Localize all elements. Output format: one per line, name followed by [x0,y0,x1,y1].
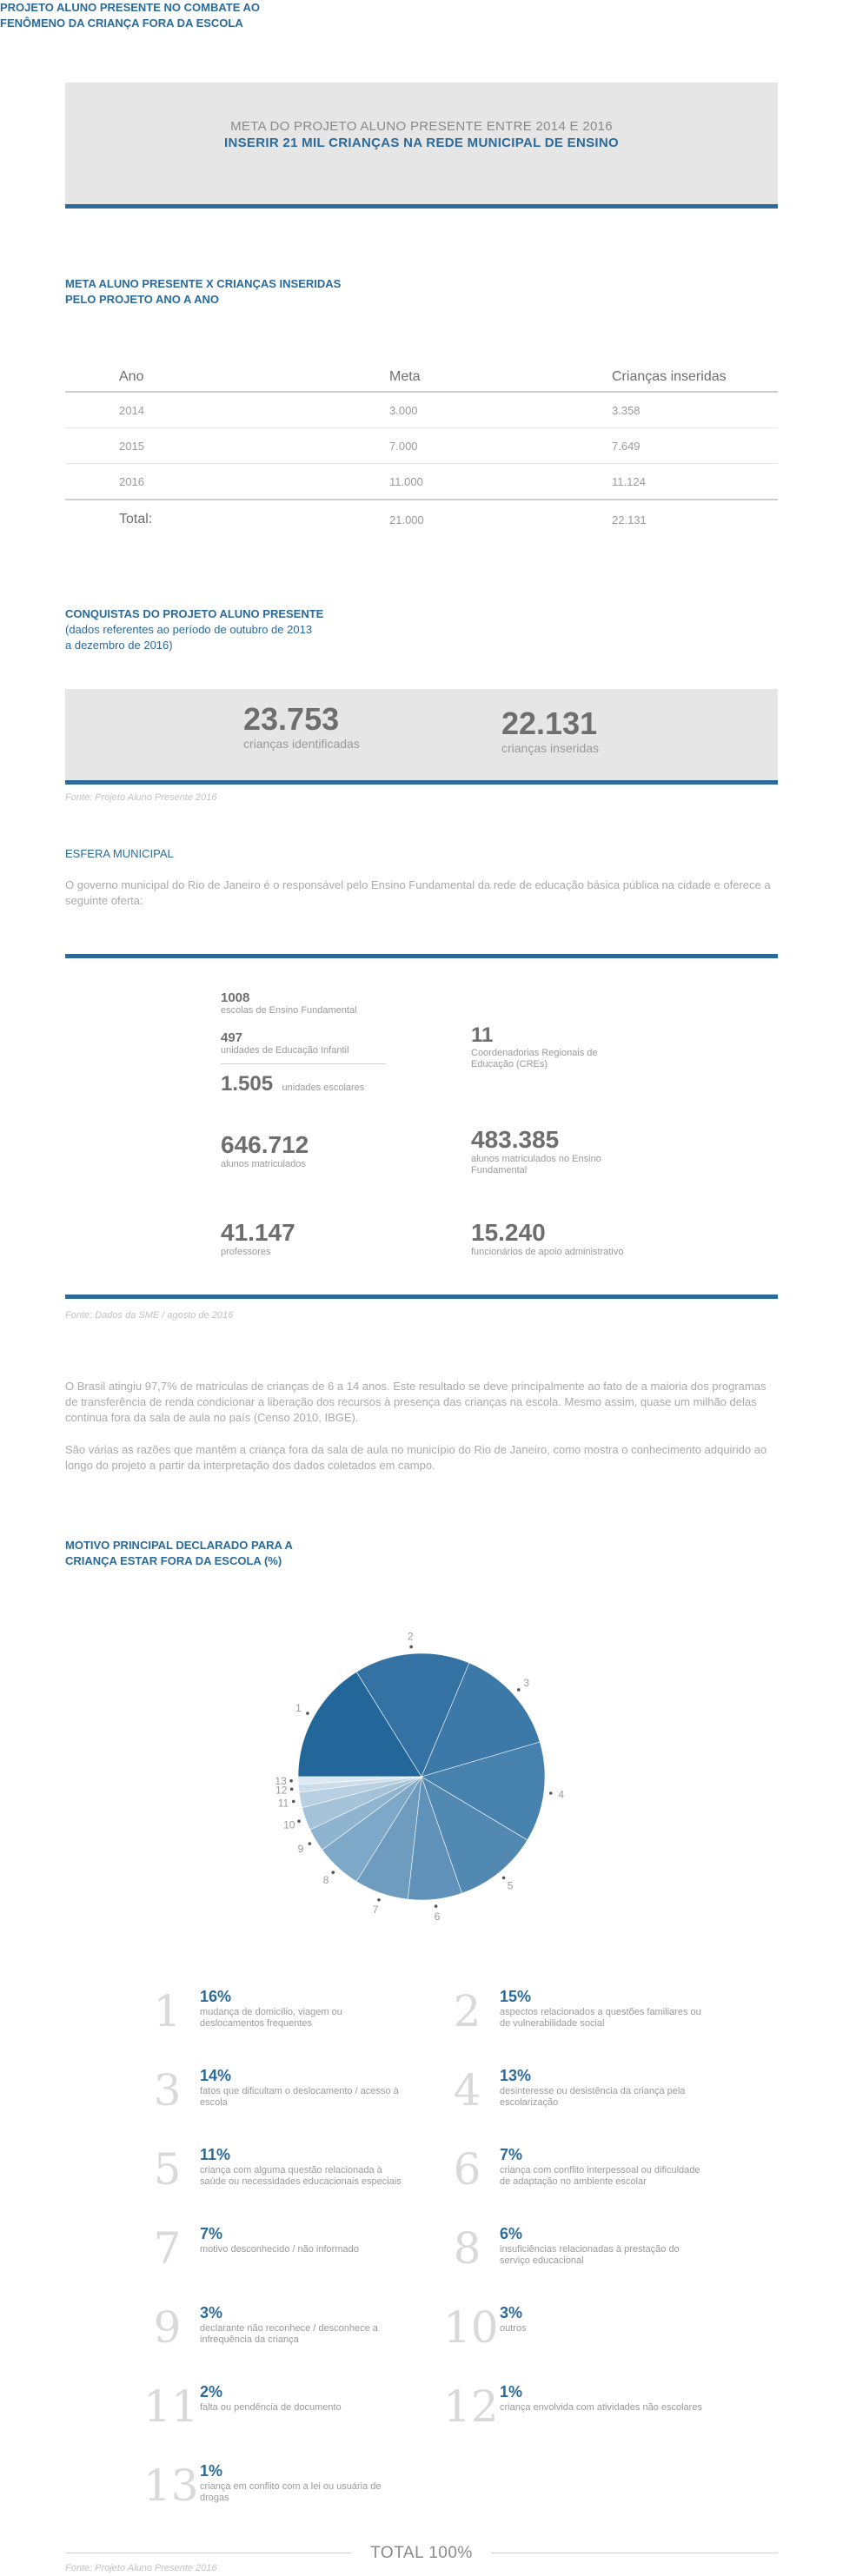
stat-label: escolas de Ensino Fundamental [221,1005,357,1016]
stat-label: unidades de Educação Infantil [221,1045,349,1056]
legend-description: declarante não reconhece / desconhece a infrequência da criança [200,2323,378,2345]
goal-label: META DO PROJETO ALUNO PRESENTE ENTRE 2014 E 2016 [230,119,613,134]
pie-label-2: 2 [407,1630,414,1643]
pie-label-3: 3 [523,1676,530,1689]
stat-value: 1008 [221,990,250,1005]
legend-item-11 [143,2383,430,2453]
pie-label-dot-9 [309,1842,312,1845]
table-cell: 11.000 [389,464,612,500]
stats-bottom-rule [65,1295,778,1299]
stat-units [221,1072,364,1096]
column-header: Crianças inseridas [612,363,778,392]
pie-label-dot-10 [297,1820,301,1824]
legend-description: fatos que dificultam o deslocamento / acesso à escola [200,2086,399,2108]
table-cell: Total: [65,500,389,539]
legend-description: desinteresse ou desistência da criança pela escolarização [500,2086,686,2108]
pie-label-dot-12 [290,1787,294,1791]
pie-label-9: 9 [297,1843,304,1856]
legend-item-8 [443,2225,730,2295]
legend-description: outros [500,2323,527,2334]
legend-percent: 14% [200,2067,232,2084]
table-cell: 2015 [65,428,389,464]
pie-label-dot-7 [377,1898,381,1902]
page-title-line1: PROJETO ALUNO PRESENTE NO COMBATE AO [0,1,261,14]
legend-number: 7 [153,2223,182,2274]
stat-label: alunos matriculados [221,1159,306,1169]
legend-percent: 15% [500,1988,532,2005]
achievements-box [65,689,778,785]
pie-label-1: 1 [295,1702,302,1715]
legend-description: falta ou pendência de documento [200,2402,342,2413]
goal-value: INSERIR 21 MIL CRIANÇAS NA REDE MUNICIPAL DE ENSINO [224,136,619,150]
pie-label-10: 10 [283,1818,295,1831]
stat-label: Coordenadorias Regionais de [471,1048,598,1058]
pie-label-12: 12 [275,1784,288,1797]
identified-label: crianças identificadas [243,737,360,751]
inserted-label: crianças inseridas [501,741,600,755]
legend-item-13 [143,2462,430,2532]
legend-description: criança com conflito interpessoal ou dificuldade de adaptação no ambiente escolar [500,2165,700,2187]
goal-box [65,83,778,209]
table-cell: 7.649 [612,428,778,464]
table-heading-line2: PELO PROJETO ANO A ANO [65,293,219,306]
column-header: Ano [65,363,389,392]
stat-enrolled [221,1131,309,1170]
legend-item-6 [443,2146,730,2215]
table-cell: 11.124 [612,464,778,500]
table-cell: 2016 [65,464,389,500]
legend-item-7 [143,2225,430,2295]
stat-label: funcionários de apoio administrativo [471,1247,624,1257]
legend-item-2 [443,1988,730,2057]
pie-label-5: 5 [507,1879,514,1892]
legend-number: 10 [443,2302,499,2353]
legend-item-12 [443,2383,730,2453]
legend-number: 4 [453,2065,481,2116]
stat-schools [221,990,357,1016]
reasons-heading [65,1538,293,1569]
stat-label: unidades escolares [282,1083,365,1093]
table-row [65,464,778,500]
stat-value: 1.505 [221,1072,274,1096]
reasons-heading-line1: MOTIVO PRINCIPAL DECLARADO PARA A [65,1539,293,1552]
pie-label-11: 11 [277,1797,289,1810]
pie-label-7: 7 [372,1904,379,1917]
stat-infant [221,1030,386,1064]
source-note: Fonte: Projeto Aluno Presente 2016 [65,2563,217,2573]
stat-label: alunos matriculados no Ensino [471,1154,601,1164]
legend-number: 3 [153,2065,182,2116]
pie-label-dot-8 [331,1871,335,1874]
inserted-value: 22.131 [501,705,598,741]
source-note: Fonte: Projeto Aluno Presente 2016 [65,792,217,803]
pie-label-8: 8 [322,1874,329,1887]
goal-table [65,363,778,539]
legend-number: 1 [153,1986,182,2036]
stat-enrolled-fund [471,1126,601,1176]
legend-item-5 [143,2146,430,2215]
legend-number: 13 [143,2460,199,2511]
legend-description: criança envolvida com atividades não escolares [500,2402,702,2413]
table-cell: 7.000 [389,428,612,464]
achievements-title: CONQUISTAS DO PROJETO ALUNO PRESENTE [65,607,324,620]
legend-item-9 [143,2304,430,2374]
table-header-row [65,363,778,392]
stat-value: 483.385 [471,1126,560,1153]
table-row [65,428,778,464]
legend-description: aspectos relacionados a questões familiares ou de vulnerabilidade social [500,2007,701,2029]
stat-value: 15.240 [471,1219,546,1246]
legend-number: 12 [443,2381,499,2432]
stat-staff [471,1219,624,1258]
source-note: Fonte: Dados da SME / agosto de 2016 [65,1310,234,1321]
table-cell: 2014 [65,392,389,428]
legend-percent: 1% [500,2383,523,2401]
legend-percent: 2% [200,2383,223,2401]
legend-description: criança com alguma questão relacionada à saúde ou necessidades educacionais especiais [200,2165,402,2187]
legend-percent: 11% [200,2146,231,2163]
column-header: Meta [389,363,612,392]
page-title [0,0,260,31]
legend-percent: 3% [200,2304,223,2321]
legend-percent: 3% [500,2304,523,2321]
pie-label-dot-2 [409,1646,413,1649]
legend-percent: 16% [200,1988,232,2005]
stat-label: Educação (CREs) [471,1059,548,1069]
stat-cres [471,1023,598,1070]
pie-label-dot-13 [289,1779,293,1783]
legend-number: 6 [453,2144,481,2195]
table-heading [65,276,341,308]
pie-label-dot-4 [549,1791,553,1795]
stat-label: Fundamental [471,1165,528,1175]
total-label: TOTAL 100% [352,2544,491,2563]
table-row [65,392,778,428]
municipal-text: O governo municipal do Rio de Janeiro é o responsável pelo Ensino Fundamental da rede de educação básica pública na cidade e oferece a seguinte oferta: [65,878,771,907]
legend-number: 11 [143,2381,199,2432]
achievements-subtitle-line2: a dezembro de 2016) [65,639,173,652]
legend-item-4 [443,2067,730,2136]
legend-percent: 13% [500,2067,532,2084]
achievements-heading [65,606,323,653]
legend-description: criança em conflito com a lei ou usuária de drogas [200,2481,382,2503]
table-heading-line1: META ALUNO PRESENTE X CRIANÇAS INSERIDAS [65,277,342,290]
pie-label-6: 6 [434,1910,441,1924]
legend-description: motivo desconhecido / não informado [200,2244,359,2255]
achievements-subtitle-line1: (dados referentes ao período de outubro de 2013 [65,623,313,636]
table-cell: 21.000 [389,500,612,539]
stat-value: 646.712 [221,1131,309,1158]
municipal-heading: ESFERA MUNICIPAL [65,847,174,860]
table-cell: 3.000 [389,392,612,428]
legend-item-3 [143,2067,430,2136]
stat-value: 41.147 [221,1219,295,1246]
legend-percent: 6% [500,2225,523,2242]
legend-percent: 7% [200,2225,223,2242]
paragraph-reasons: São várias as razões que mantêm a criança fora da sala de aula no município do Rio de Janeiro, como mostra o conhecimento adquirido ao longo do projeto a partir da interpretação dos dados coletados em campo. [65,1443,767,1472]
pie-label-dot-3 [517,1688,521,1692]
inserted-stat [501,706,599,755]
table-total-row [65,500,778,539]
pie-label-dot-11 [292,1800,295,1804]
legend-number: 2 [453,1986,481,2036]
stat-value: 11 [471,1023,494,1047]
pie-label-dot-1 [306,1712,309,1715]
identified-stat [243,702,360,751]
pie-label-dot-5 [502,1877,506,1880]
table-cell: 3.358 [612,392,778,428]
legend-number: 9 [153,2302,182,2353]
legend-item-10 [443,2304,730,2374]
legend-percent: 7% [500,2146,523,2163]
stat-teachers [221,1219,295,1258]
pie-label-13: 13 [275,1775,287,1788]
reasons-heading-line2: CRIANÇA ESTAR FORA DA ESCOLA (%) [65,1554,282,1567]
legend-description: insuficiências relacionadas à prestação do serviço educacional [500,2244,680,2266]
paragraph-brazil: O Brasil atingiu 97,7% de matrículas de crianças de 6 a 14 anos. Este resultado se deve principalmente ao fato de a maioria dos programas de transferência de renda condicionar a liberação dos recursos à presença das crianças na escola. Mesmo assim, quase um milhão delas continua fora da sala de aula no país (Censo 2010, IBGE). [65,1380,767,1424]
table-cell: 22.131 [612,500,778,539]
legend-item-1 [143,1988,430,2057]
stat-label: professores [221,1247,271,1257]
stats-top-rule [65,954,778,958]
legend-number: 5 [153,2144,182,2195]
pie-label-4: 4 [558,1788,565,1801]
legend-number: 8 [453,2223,481,2274]
legend-percent: 1% [200,2462,223,2480]
reasons-pie-chart [261,1616,582,1929]
identified-value: 23.753 [243,701,340,737]
stat-value: 497 [221,1030,243,1045]
legend-description: mudança de domicílio, viagem ou deslocamentos frequentes [200,2007,342,2029]
pie-label-dot-6 [435,1904,438,1908]
page-title-line2: FENÔMENO DA CRIANÇA FORA DA ESCOLA [0,17,243,30]
